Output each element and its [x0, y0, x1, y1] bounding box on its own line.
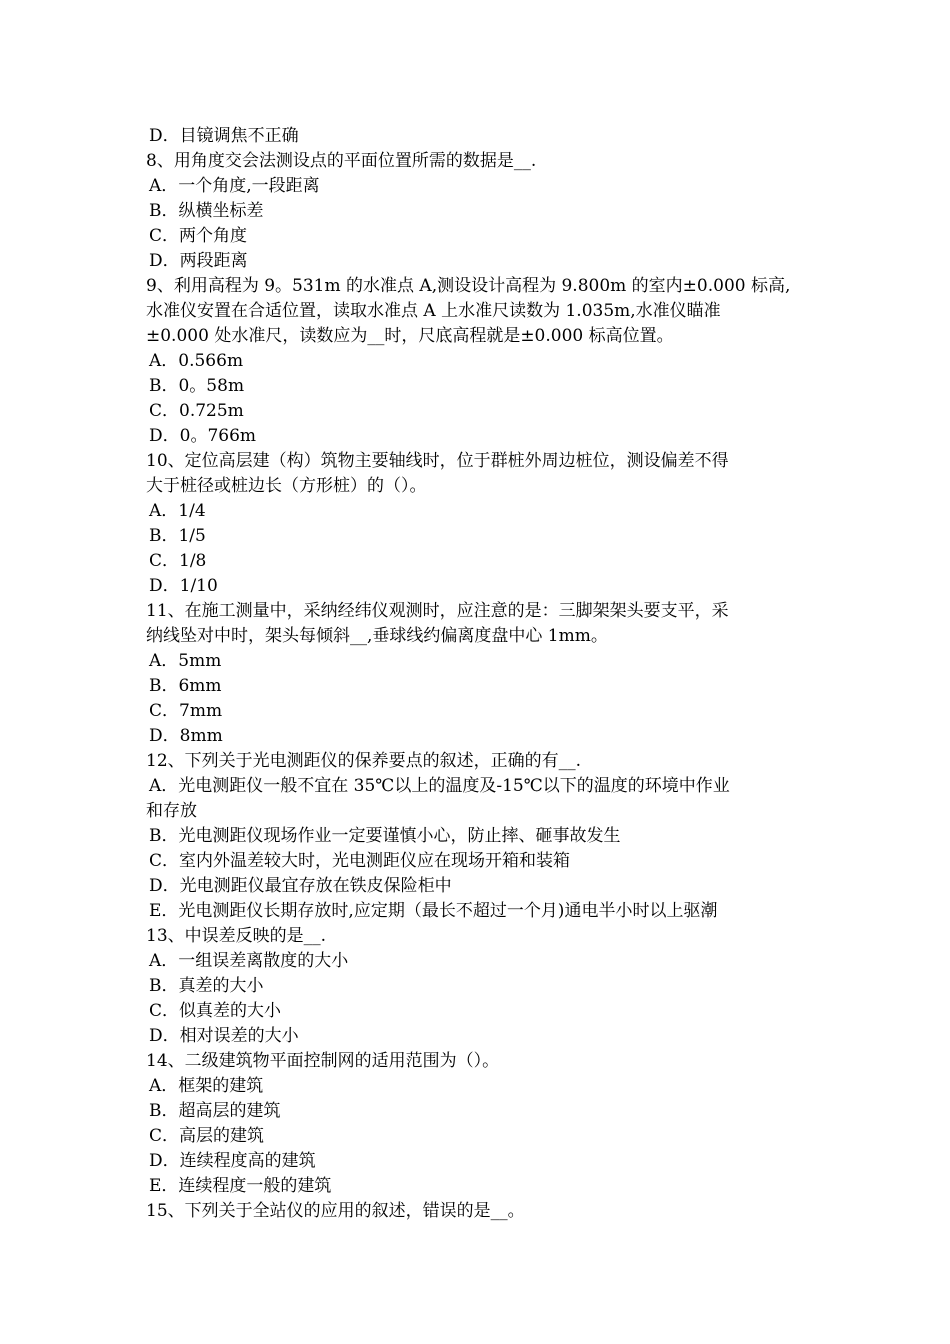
question-text-line: 14、二级建筑物平面控制网的适用范围为（）。	[146, 1051, 500, 1071]
answer-option-line: A．1/4	[149, 501, 206, 521]
answer-option-line: A．光电测距仪一般不宜在 35℃以上的温度及-15℃以下的温度的环境中作业	[149, 776, 730, 796]
answer-option-line: B．6mm	[149, 676, 222, 696]
answer-option-line: A．框架的建筑	[149, 1076, 264, 1096]
question-text-line: 15、下列关于全站仪的应用的叙述，错误的是__。	[146, 1201, 525, 1221]
answer-option-line: B．纵横坐标差	[149, 201, 264, 221]
answer-option-line: B．1/5	[149, 526, 206, 546]
question-text-line: 12、下列关于光电测距仪的保养要点的叙述，正确的有__.	[146, 751, 582, 771]
answer-option-line: C．两个角度	[149, 226, 248, 246]
question-text-line: 10、定位高层建（构）筑物主要轴线时，位于群桩外周边桩位，测设偏差不得	[146, 451, 729, 471]
question-text-line: 8、用角度交会法测设点的平面位置所需的数据是__.	[146, 151, 537, 171]
answer-option-line: A．一个角度,一段距离	[149, 176, 320, 196]
question-text-line: 和存放	[146, 801, 197, 821]
question-text-line: 纳线坠对中时，架头每倾斜__,垂球线约偏离度盘中心 1mm。	[146, 626, 608, 646]
answer-option-line: A．5mm	[149, 651, 222, 671]
question-text-line: 水准仪安置在合适位置，读取水准点 A 上水准尺读数为 1.035m,水准仪瞄准	[146, 301, 721, 321]
answer-option-line: B．超高层的建筑	[149, 1101, 281, 1121]
answer-option-line: D．连续程度高的建筑	[149, 1151, 316, 1171]
answer-option-line: E．连续程度一般的建筑	[149, 1176, 332, 1196]
answer-option-line: D．0。766m	[149, 426, 257, 446]
question-text-line: 大于桩径或桩边长（方形桩）的（）。	[146, 476, 427, 496]
answer-option-line: D．光电测距仪最宜存放在铁皮保险柜中	[149, 876, 452, 896]
question-text-line: 13、中误差反映的是__.	[146, 926, 327, 946]
answer-option-line: B．光电测距仪现场作业一定要谨慎小心，防止摔、砸事故发生	[149, 826, 621, 846]
answer-option-line: B．0。58m	[149, 376, 245, 396]
question-text-line: 9、利用高程为 9。531m 的水准点 A,测设设计高程为 9.800m 的室内±0.000 标高,	[146, 276, 791, 296]
question-text-line: ±0.000 处水准尺，读数应为__时，尺底高程就是±0.000 标高位置。	[146, 326, 674, 346]
question-text-line: 11、在施工测量中，采纳经纬仪观测时，应注意的是：三脚架架头要支平，采	[146, 601, 729, 621]
answer-option-line: C．高层的建筑	[149, 1126, 265, 1146]
answer-option-line: C．室内外温差较大时，光电测距仪应在现场开箱和装箱	[149, 851, 571, 871]
document-body	[146, 124, 814, 1224]
answer-option-line: E．光电测距仪长期存放时,应定期（最长不超过一个月)通电半小时以上驱潮	[149, 901, 718, 921]
answer-option-line: D．两段距离	[149, 251, 248, 271]
answer-option-line: C．1/8	[149, 551, 207, 571]
answer-option-line: D．目镜调焦不正确	[149, 126, 299, 146]
answer-option-line: D．相对误差的大小	[149, 1026, 299, 1046]
document-page	[146, 124, 814, 1224]
answer-option-line: C．7mm	[149, 701, 223, 721]
answer-option-line: C．0.725m	[149, 401, 244, 421]
answer-option-line: A．0.566m	[149, 351, 244, 371]
answer-option-line: D．1/10	[149, 576, 218, 596]
answer-option-line: B．真差的大小	[149, 976, 264, 996]
answer-option-line: D．8mm	[149, 726, 223, 746]
answer-option-line: C．似真差的大小	[149, 1001, 282, 1021]
answer-option-line: A．一组误差离散度的大小	[149, 951, 349, 971]
